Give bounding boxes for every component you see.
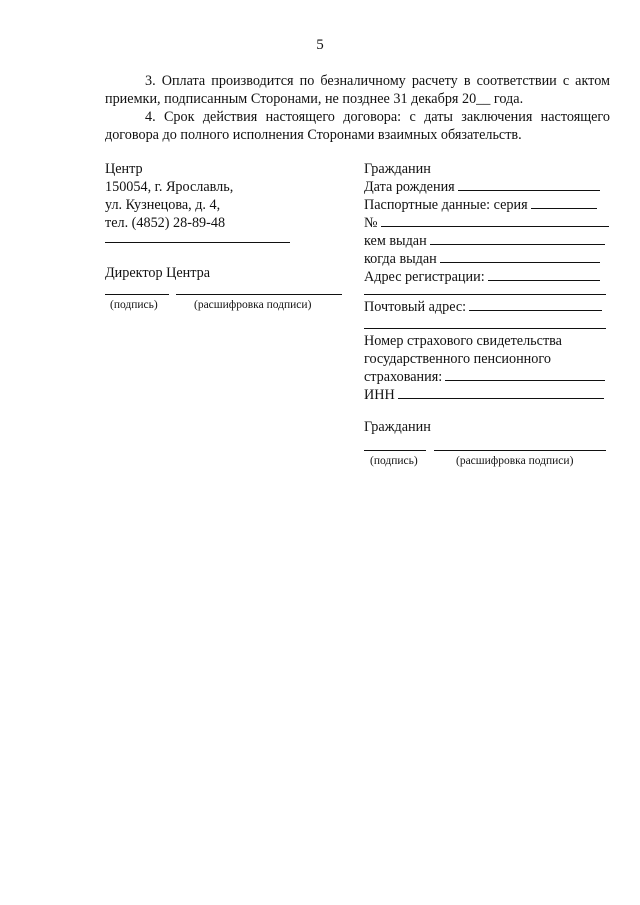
birth-date-row: [364, 178, 600, 196]
snils-line2: государственного пенсионного: [364, 351, 551, 367]
passport-label: Паспортные данные: серия: [364, 197, 528, 213]
citizen-signature-caption: (подпись): [370, 455, 418, 467]
snils-field[interactable]: [445, 368, 605, 381]
issued-when-label: когда выдан: [364, 251, 437, 267]
center-address-line2: ул. Кузнецова, д. 4,: [105, 197, 221, 213]
inn-field[interactable]: [398, 386, 604, 399]
passport-number-label: №: [364, 215, 378, 231]
center-blank-line: [105, 242, 290, 243]
birth-date-field[interactable]: [458, 178, 600, 191]
director-label: Директор Центра: [105, 265, 211, 281]
postal-field-line2[interactable]: [364, 328, 606, 329]
citizen-signature-line[interactable]: [364, 450, 426, 451]
director-signature-line[interactable]: [105, 294, 169, 295]
passport-number-row: [364, 214, 609, 232]
citizen-signer-label: Гражданин: [364, 419, 431, 435]
passport-row: [364, 196, 597, 214]
snils-row: [364, 368, 605, 386]
birth-date-label: Дата рождения: [364, 179, 455, 195]
page-number: 5: [316, 37, 324, 53]
registration-field[interactable]: [488, 268, 600, 281]
term-paragraph: 4. Срок действия настоящего договора: с даты заключения настоящего договора до полного исполнения Сторонами взаимных обязательств.: [105, 109, 610, 143]
issued-by-field[interactable]: [430, 232, 605, 245]
registration-label: Адрес регистрации:: [364, 269, 485, 285]
inn-row: [364, 386, 604, 404]
inn-label: ИНН: [364, 387, 395, 403]
issued-by-row: [364, 232, 605, 250]
citizen-decoding-caption: (расшифровка подписи): [456, 455, 574, 467]
director-decoding-line[interactable]: [176, 294, 342, 295]
citizen-title: Гражданин: [364, 161, 431, 177]
center-title: Центр: [105, 161, 143, 177]
payment-paragraph: 3. Оплата производится по безналичному расчету в соответствии с актом приемки, подписанным Сторонами, не позднее 31 декабря 20__ года.: [105, 73, 610, 107]
registration-row: [364, 268, 600, 286]
registration-field-line2[interactable]: [364, 294, 606, 295]
passport-number-field[interactable]: [381, 214, 609, 227]
center-phone: тел. (4852) 28-89-48: [105, 215, 226, 231]
postal-label: Почтовый адрес:: [364, 299, 467, 315]
snils-line1: Номер страхового свидетельства: [364, 333, 562, 349]
citizen-decoding-line[interactable]: [434, 450, 606, 451]
passport-series-field[interactable]: [531, 196, 597, 209]
director-decoding-caption: (расшифровка подписи): [194, 299, 312, 311]
postal-row: [364, 298, 602, 316]
issued-by-label: кем выдан: [364, 233, 427, 249]
issued-when-row: [364, 250, 600, 268]
issued-when-field[interactable]: [440, 250, 600, 263]
postal-field[interactable]: [469, 298, 602, 311]
snils-label: страхования:: [364, 369, 443, 385]
center-address-line1: 150054, г. Ярославль,: [105, 179, 234, 195]
director-signature-caption: (подпись): [110, 299, 158, 311]
